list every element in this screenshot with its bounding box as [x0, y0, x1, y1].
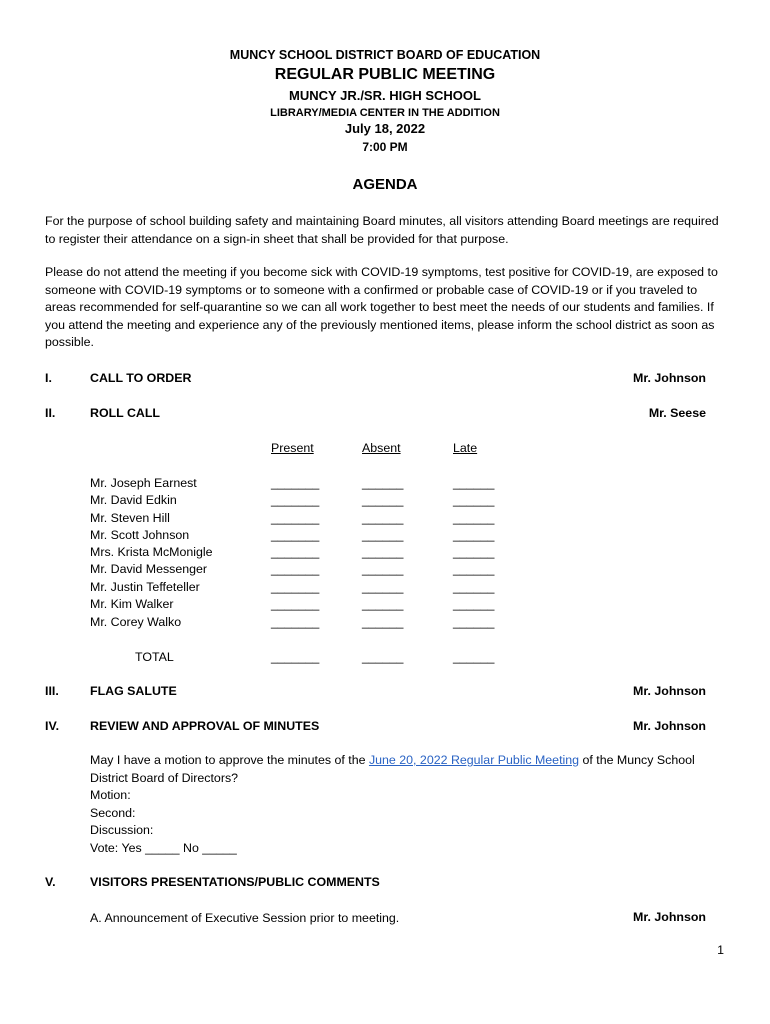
member-name: Mr. Corey Walko: [90, 615, 182, 629]
second-label: Second:: [90, 806, 136, 820]
minutes-text-pre: May I have a motion to approve the minutes of the: [90, 753, 369, 767]
present-blank: _______: [271, 528, 320, 542]
minutes-text-post: of the Muncy School District Board of Directors?: [90, 753, 695, 785]
total-present-blank: _______: [271, 650, 320, 664]
motion-label: Motion:: [90, 788, 131, 802]
column-absent: Absent: [362, 441, 401, 455]
absent-blank: ______: [362, 476, 404, 490]
section-4-title: REVIEW AND APPROVAL OF MINUTES: [90, 719, 320, 733]
late-blank: ______: [453, 511, 495, 525]
intro-paragraph-signin: For the purpose of school building safety and maintaining Board minutes, all visitors attending Board meetings are required to register their attendance on a sign-in sheet that shall be provided for that purpose.: [45, 214, 719, 246]
present-blank: _______: [271, 511, 320, 525]
section-2-title: ROLL CALL: [90, 406, 160, 420]
absent-blank: ______: [362, 511, 404, 525]
meeting-date: July 18, 2022: [344, 121, 426, 136]
meeting-time: 7:00 PM: [362, 140, 408, 154]
section-3-number: III.: [45, 684, 59, 698]
absent-blank: ______: [362, 545, 404, 559]
intro-paragraph-covid: Please do not attend the meeting if you become sick with COVID-19 symptoms, test positive for COVID-19, are exposed to someone with COVID-19 symptoms or to someone with a confirmed or probable case of COVID-19 or if you traveled to areas recommended for self-quarantine so we can all work together to best meet the needs of our students and families. If you attend the meeting and experience any of the previously mentioned items, please inform the school district as soon as possible.: [45, 265, 718, 349]
absent-blank: ______: [362, 615, 404, 629]
visitors-item-a: A. Announcement of Executive Session prior to meeting.: [90, 911, 400, 925]
vote-line: Vote: Yes _____ No _____: [90, 841, 237, 855]
meeting-location: LIBRARY/MEDIA CENTER IN THE ADDITION: [270, 107, 500, 119]
section-3-presenter: Mr. Johnson: [633, 684, 706, 698]
late-blank: ______: [453, 580, 495, 594]
minutes-motion-text: [90, 752, 730, 787]
present-blank: _______: [271, 597, 320, 611]
late-blank: ______: [453, 562, 495, 576]
member-name: Mrs. Krista McMonigle: [90, 545, 213, 559]
section-2-presenter: Mr. Seese: [648, 406, 706, 420]
page-number: 1: [717, 943, 724, 957]
member-name: Mr. David Edkin: [90, 493, 177, 507]
meeting-title: REGULAR PUBLIC MEETING: [274, 66, 496, 83]
section-2-number: II.: [45, 406, 56, 420]
late-blank: ______: [453, 545, 495, 559]
present-blank: _______: [271, 580, 320, 594]
present-blank: _______: [271, 615, 320, 629]
late-blank: ______: [453, 476, 495, 490]
late-blank: ______: [453, 493, 495, 507]
column-late: Late: [453, 441, 478, 455]
absent-blank: ______: [362, 580, 404, 594]
section-3-title: FLAG SALUTE: [90, 684, 177, 698]
section-5-number: V.: [45, 875, 56, 889]
present-blank: _______: [271, 562, 320, 576]
visitors-item-a-presenter: Mr. Johnson: [633, 910, 706, 924]
absent-blank: ______: [362, 597, 404, 611]
section-1-presenter: Mr. Johnson: [633, 371, 706, 385]
total-label: TOTAL: [135, 650, 174, 664]
meeting-school: MUNCY JR./SR. HIGH SCHOOL: [289, 88, 481, 103]
agenda-heading: AGENDA: [352, 176, 418, 193]
member-name: Mr. Scott Johnson: [90, 528, 190, 542]
total-absent-blank: ______: [362, 650, 404, 664]
present-blank: _______: [271, 476, 320, 490]
discussion-label: Discussion:: [90, 823, 154, 837]
absent-blank: ______: [362, 493, 404, 507]
section-4-presenter: Mr. Johnson: [633, 719, 706, 733]
absent-blank: ______: [362, 528, 404, 542]
column-present: Present: [271, 441, 314, 455]
member-name: Mr. David Messenger: [90, 562, 208, 576]
section-5-title: VISITORS PRESENTATIONS/PUBLIC COMMENTS: [90, 875, 380, 889]
section-1-title: CALL TO ORDER: [90, 371, 192, 385]
late-blank: ______: [453, 597, 495, 611]
late-blank: ______: [453, 615, 495, 629]
member-name: Mr. Steven Hill: [90, 511, 170, 525]
total-late-blank: ______: [453, 650, 495, 664]
member-name: Mr. Kim Walker: [90, 597, 174, 611]
absent-blank: ______: [362, 562, 404, 576]
member-name: Mr. Joseph Earnest: [90, 476, 197, 490]
member-name: Mr. Justin Teffeteller: [90, 580, 200, 594]
late-blank: ______: [453, 528, 495, 542]
section-1-number: I.: [45, 371, 52, 385]
section-4-number: IV.: [45, 719, 60, 733]
district-name: MUNCY SCHOOL DISTRICT BOARD OF EDUCATION: [229, 48, 541, 62]
present-blank: _______: [271, 493, 320, 507]
minutes-link[interactable]: June 20, 2022 Regular Public Meeting: [368, 753, 580, 767]
present-blank: _______: [271, 545, 320, 559]
